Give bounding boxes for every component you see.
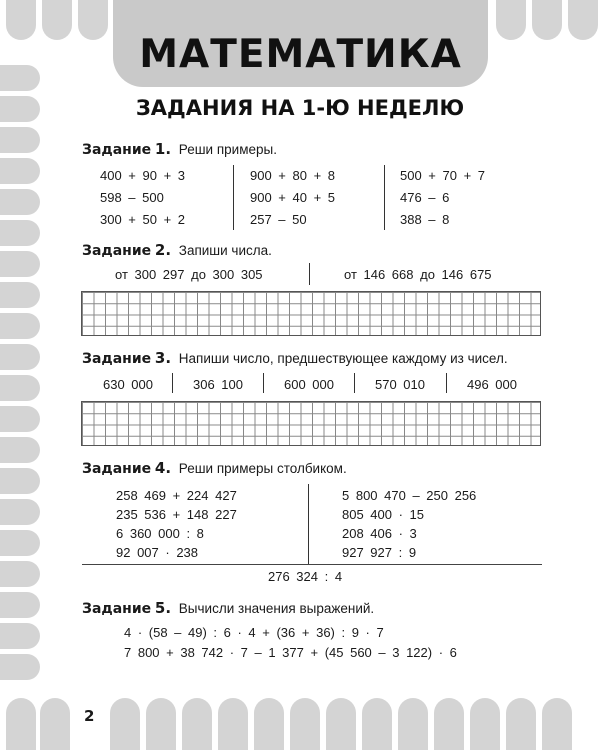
task-1-example: 900 + 40 + 5 (250, 190, 336, 205)
decor-tab (542, 698, 572, 750)
column-divider (309, 263, 310, 285)
decor-tab (0, 344, 40, 370)
decor-tab (0, 189, 40, 215)
task-1-example: 257 – 50 (250, 212, 307, 227)
task-4-example: 6 360 000 : 8 (116, 526, 204, 541)
task-number: 5. (154, 599, 172, 617)
decor-tab (6, 698, 36, 750)
decor-tab (532, 0, 562, 40)
decor-tab (398, 698, 428, 750)
task-label: Задание (82, 243, 152, 259)
decor-tab (0, 220, 40, 246)
decor-tab (0, 530, 40, 556)
decor-tab (470, 698, 500, 750)
task-label: Задание (82, 601, 152, 617)
number-range: от 300 297 до 300 305 (115, 267, 263, 282)
decor-tab (0, 251, 40, 277)
task-label: Задание (82, 461, 152, 477)
decor-tab (0, 468, 40, 494)
task-1-example: 900 + 80 + 8 (250, 168, 336, 183)
decor-tab (568, 0, 598, 40)
divider-line (82, 564, 542, 565)
decor-tab (0, 561, 40, 587)
answer-grid[interactable] (81, 291, 541, 336)
task-4-example: 208 406 · 3 (342, 526, 417, 541)
task-4-example: 92 007 · 238 (116, 545, 199, 560)
decor-tab (0, 623, 40, 649)
task-4-heading (82, 459, 347, 477)
task-number: 3. (154, 349, 172, 367)
decor-tab (0, 282, 40, 308)
column-divider (233, 165, 234, 230)
decor-tab (0, 592, 40, 618)
task-label: Задание (82, 142, 152, 158)
task-4-example: 5 800 470 – 250 256 (342, 488, 477, 503)
given-number: 630 000 (103, 377, 153, 392)
week-title: ЗАДАНИЯ НА 1-Ю НЕДЕЛЮ (135, 96, 465, 120)
task-instruction: Напиши число, предшествующее каждому из чисел. (178, 351, 508, 366)
decor-tab (0, 127, 40, 153)
task-5-heading (82, 599, 374, 617)
decor-tab (326, 698, 356, 750)
decor-tab (496, 0, 526, 40)
task-1-example: 400 + 90 + 3 (100, 168, 186, 183)
decor-tab (40, 698, 70, 750)
decor-tab (290, 698, 320, 750)
decor-tab (0, 437, 40, 463)
page-number: 2 (84, 707, 95, 725)
given-number: 600 000 (284, 377, 334, 392)
decor-tab (254, 698, 284, 750)
task-5-expression: 7 800 + 38 742 · 7 – 1 377 + (45 560 – 3 122) · 6 (124, 645, 457, 660)
given-number: 306 100 (193, 377, 243, 392)
column-divider (446, 373, 447, 393)
task-1-heading (82, 140, 277, 158)
task-number: 2. (154, 241, 172, 259)
decor-tab (0, 406, 40, 432)
task-5-expression: 4 · (58 – 49) : 6 · 4 + (36 + 36) : 9 · 7 (124, 625, 384, 640)
column-divider (308, 484, 309, 564)
task-4-example: 235 536 + 148 227 (116, 507, 237, 522)
given-number: 570 010 (375, 377, 425, 392)
task-instruction: Реши примеры столбиком. (178, 461, 347, 476)
decor-tab (42, 0, 72, 40)
task-label: Задание (82, 351, 152, 367)
task-1-example: 500 + 70 + 7 (400, 168, 486, 183)
decor-tab (182, 698, 212, 750)
task-4-example: 258 469 + 224 427 (116, 488, 237, 503)
column-divider (384, 165, 385, 230)
task-2-heading (82, 241, 272, 259)
decor-tab (0, 499, 40, 525)
task-4-example: 805 400 · 15 (342, 507, 425, 522)
answer-grid[interactable] (81, 401, 541, 446)
column-divider (263, 373, 264, 393)
decor-tab (0, 654, 40, 680)
task-1-example: 388 – 8 (400, 212, 450, 227)
decor-tab (0, 65, 40, 91)
decor-tab (0, 313, 40, 339)
decor-tab (6, 0, 36, 40)
decor-tab (218, 698, 248, 750)
task-instruction: Реши примеры. (178, 142, 277, 157)
decor-tab (362, 698, 392, 750)
column-divider (354, 373, 355, 393)
task-instruction: Запиши числа. (178, 243, 272, 258)
task-number: 4. (154, 459, 172, 477)
subject-title: МАТЕМАТИКА (139, 32, 462, 77)
column-divider (172, 373, 173, 393)
decor-tab (506, 698, 536, 750)
task-1-example: 598 – 500 (100, 190, 164, 205)
decor-tab (110, 698, 140, 750)
task-number: 1. (154, 140, 172, 158)
task-instruction: Вычисли значения выражений. (178, 601, 375, 616)
decor-tab (434, 698, 464, 750)
task-4-example: 276 324 : 4 (268, 569, 343, 584)
decor-tab (146, 698, 176, 750)
task-4-example: 927 927 : 9 (342, 545, 417, 560)
task-1-example: 476 – 6 (400, 190, 450, 205)
number-range: от 146 668 до 146 675 (344, 267, 492, 282)
decor-tab (0, 158, 40, 184)
task-1-example: 300 + 50 + 2 (100, 212, 186, 227)
decor-tab (78, 0, 108, 40)
given-number: 496 000 (467, 377, 517, 392)
decor-tab (0, 375, 40, 401)
task-3-heading (82, 349, 508, 367)
